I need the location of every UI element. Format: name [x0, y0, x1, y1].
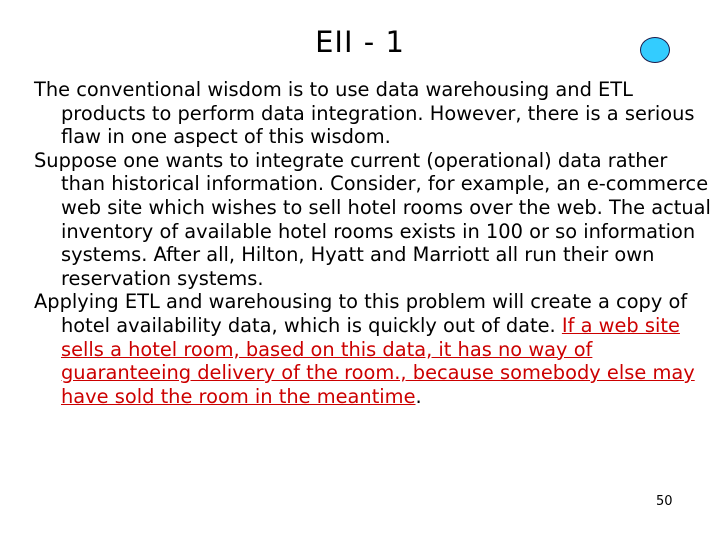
- slide-body: [34, 78, 714, 408]
- highlighted-warning-text: If a web site sells a hotel room, based on this data, it has no way of guaranteeing delivery of the room., because somebody else may have sold the room in the meantime: [61, 313, 695, 408]
- paragraph-etl-problem: [34, 290, 714, 408]
- paragraph-hotel-example: Suppose one wants to integrate current (operational) data rather than historical information. Consider, for example, an e-commerce web site which wishes to sell hotel rooms over the web. The actual inventory of available hotel rooms exists in 100 or so information systems. After all, Hilton, Hyatt and Marriott all run their own reservation systems.: [34, 148, 711, 290]
- paragraph-end-period: .: [415, 384, 422, 408]
- slide-title: EII - 1: [315, 25, 405, 59]
- blue-oval-shape: [640, 37, 670, 63]
- page-number: 50: [656, 494, 673, 509]
- paragraph-conventional-wisdom: The conventional wisdom is to use data warehousing and ETL products to perform data integration. However, there is a serious flaw in one aspect of this wisdom.: [34, 78, 695, 149]
- paragraph-etl-text: Applying ETL and warehousing to this problem will create a copy of hotel availability data, which is quickly out of date.: [34, 290, 688, 337]
